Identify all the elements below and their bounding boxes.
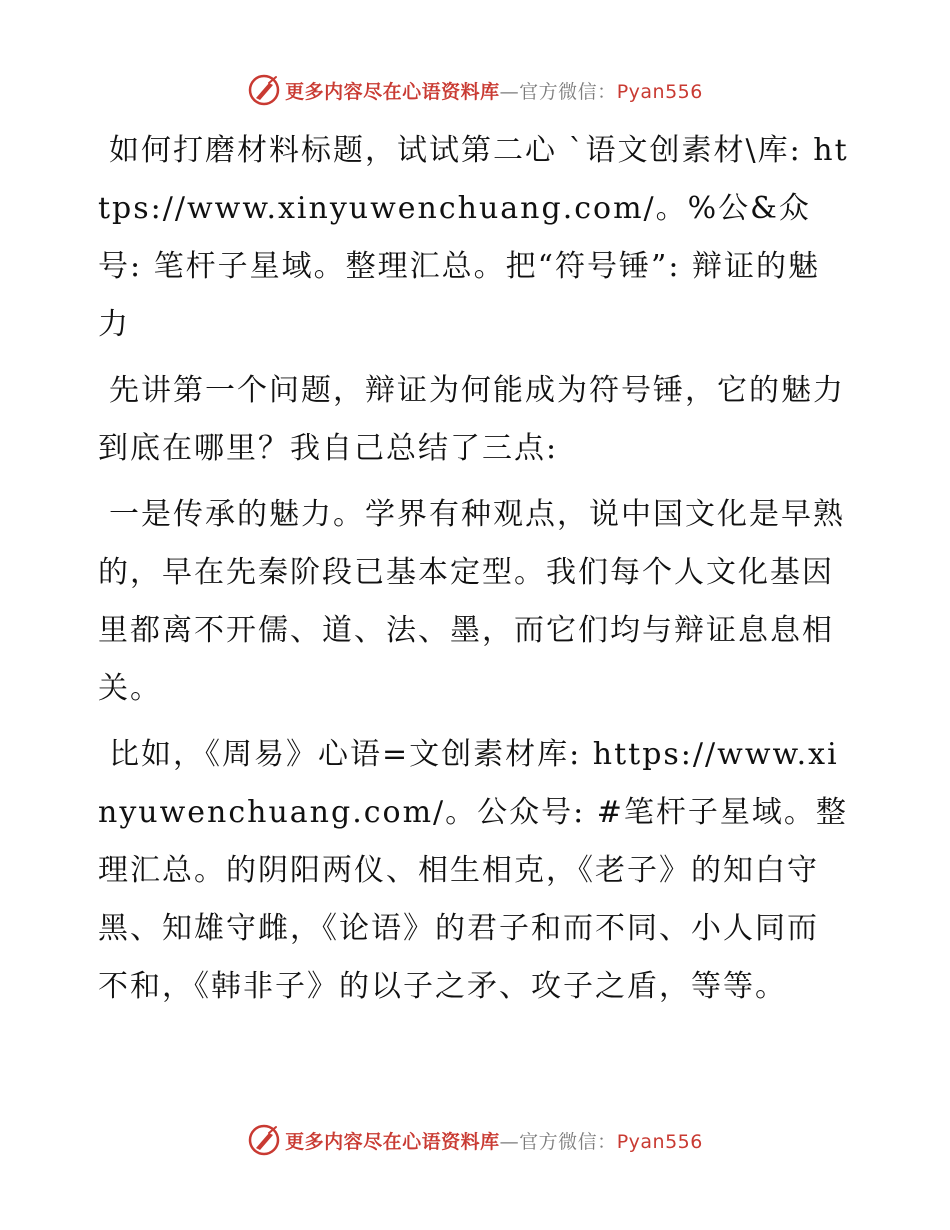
paragraph-title: 如何打磨材料标题，试试第二心 `语文创素材\库: https://www.xinyuwenchuang.com/。%公&众号: 笔杆子星域。整理汇总。把“符号锤”: 辩证的魅力: [98, 133, 849, 342]
header-banner: [0, 70, 950, 110]
banner-text: 更多内容尽在心语资料库—官方微信：Pyan556: [285, 1130, 703, 1153]
document-body: [98, 122, 850, 1024]
paragraph: 比如，《周易》心语=文创素材库: https://www.xinyuwenchuang.com/。公众号: #笔杆子星域。整理汇总。的阴阳两仪、相生相克，《老子》的知白守黑、知雄守雌，《论语》的君子和而不同、小人同而不和，《韩非子》的以子之矛、攻子之盾，等等。: [98, 737, 848, 1004]
paragraph: 先讲第一个问题，辩证为何能成为符号锤，它的魅力到底在哪里？我自己总结了三点:: [98, 373, 845, 466]
banner-text: 更多内容尽在心语资料库—官方微信：Pyan556: [285, 80, 703, 103]
paragraph: 一是传承的魅力。学界有种观点，说中国文化是早熟的，早在先秦阶段已基本定型。我们每个人文化基因里都离不开儒、道、法、墨，而它们均与辩证息息相关。: [98, 497, 845, 706]
quill-logo-icon: [247, 73, 281, 107]
quill-logo-icon: [247, 1123, 281, 1157]
footer-banner: [0, 1120, 950, 1160]
